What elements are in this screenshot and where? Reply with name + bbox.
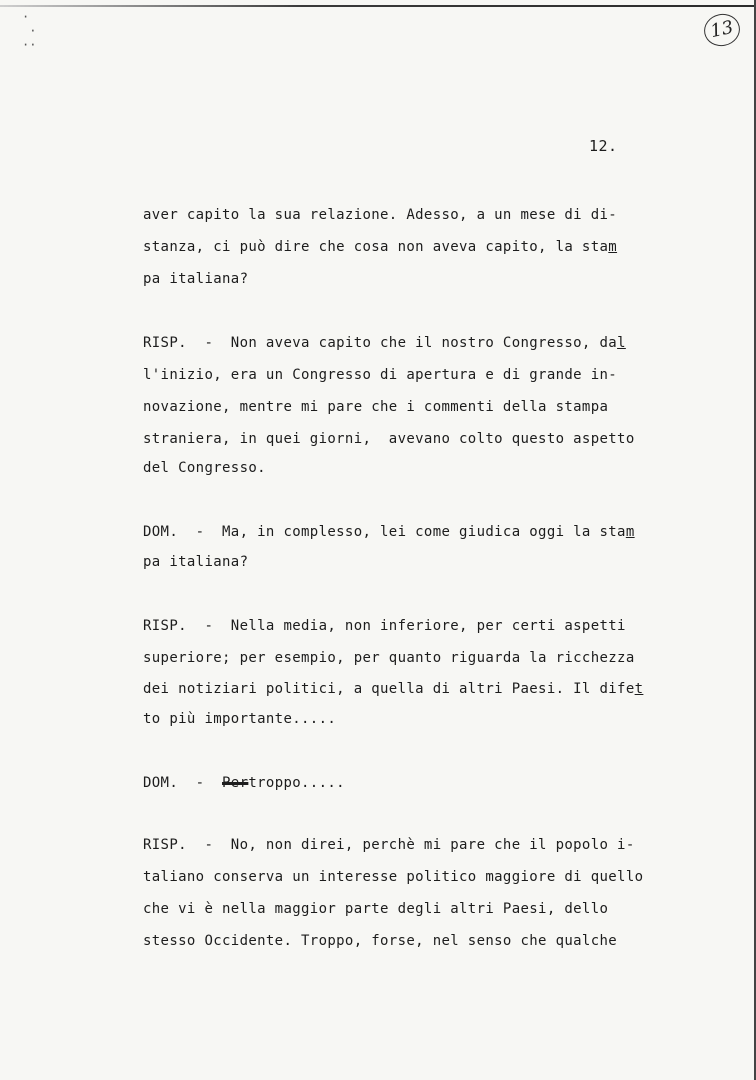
text-line: pa italiana? [143, 554, 249, 570]
text-line: che vi è nella maggior parte degli altri Paesi, dello [143, 901, 609, 917]
text-line: DOM. - Pertroppo..... [143, 775, 345, 791]
text-line: aver capito la sua relazione. Adesso, a un mese di di- [143, 207, 618, 223]
circled-page-mark: 13 [701, 11, 743, 50]
text-line: superiore; per esempio, per quanto riguarda la ricchezza [143, 650, 635, 666]
text-line: taliano conserva un interesse politico maggiore di quello [143, 869, 644, 885]
text-line: pa italiana? [143, 271, 249, 287]
text-line: stesso Occidente. Troppo, forse, nel senso che qualche [143, 933, 618, 949]
struck-out-text: Per [222, 775, 249, 791]
text-line: dei notiziari politici, a quella di altri Paesi. Il difet [143, 681, 644, 697]
text-line: to più importante..... [143, 711, 337, 727]
top-edge-rule [0, 5, 756, 7]
text-line: RISP. - No, non direi, perchè mi pare che il popolo i- [143, 837, 635, 853]
text-line: straniera, in quei giorni, avevano colto questo aspetto [143, 431, 635, 447]
text-line: stanza, ci può dire che cosa non aveva capito, la stam [143, 239, 618, 255]
text-line: novazione, mentre mi pare che i commenti della stampa [143, 399, 609, 415]
text-line: DOM. - Ma, in complesso, lei come giudica oggi la stam [143, 524, 635, 540]
text-line: del Congresso. [143, 460, 266, 476]
text-line: RISP. - Nella media, non inferiore, per certi aspetti [143, 618, 626, 634]
text-line: l'inizio, era un Congresso di apertura e di grande in- [143, 367, 618, 383]
margin-specks: · · ·· [22, 10, 37, 52]
page-number: 12. [589, 137, 618, 155]
text-line: RISP. - Non aveva capito che il nostro Congresso, dal [143, 335, 626, 351]
